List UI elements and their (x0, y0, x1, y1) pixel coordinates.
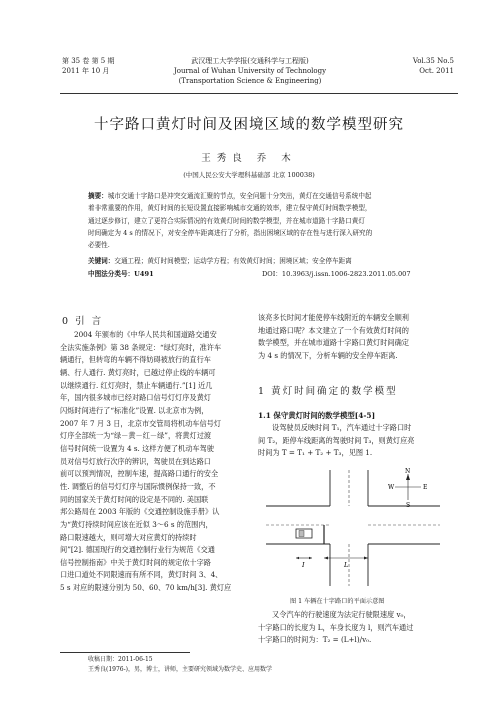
figure-caption: 图 1 车辆在十字路口的平面示意图 (290, 598, 385, 605)
right-column-sub (258, 422, 448, 460)
abstract-line: 着非常重要的作用，黄灯时间的长短设置直接影响城市交通的效率，建立保守黄灯时间数学模型， (88, 204, 372, 213)
body-line: 年，国内很多城市已经对路口信号灯灯序及黄灯 (60, 393, 211, 403)
length-l-label: L (344, 561, 349, 569)
body-line: 前可以预判情况，控制车速，提高路口通行的安全 (60, 469, 219, 479)
abstract-line: 时间确定为 4 s 的情况下，对安全停车距离进行了分析，指出困境区域的存在性与进行深入研究的 (88, 228, 373, 237)
body-line: 2004 年颁布的《中华人民共和国道路交通安 (74, 330, 217, 339)
received-date: 收稿日期：2011-06-15 (88, 656, 153, 663)
body-line: 2007 年 7 月 3 日，北京市交管局将机动车信号灯 (60, 418, 222, 428)
right-column-intro (258, 312, 448, 363)
body-line: 间 T₂，距停车线距离的驾驶时间 T₃，则黄灯应亮 (258, 435, 415, 445)
body-line: 为“黄灯持续时间应该在近似 3～6 s 的范围内， (60, 519, 213, 529)
body-line: 灯序全部统一为“绿－黄－红－绿”，将黄灯过渡 (60, 431, 212, 441)
left-column-body (60, 329, 245, 595)
compass-north-label: N (405, 468, 411, 475)
body-line: 邦公路局在 2003 年版的《交通控制设施手册》认 (60, 507, 220, 517)
body-line: 以继续通行. 红灯亮时，禁止车辆通行.”[1] 近几 (60, 380, 213, 390)
abstract-line: 必要性. (88, 241, 110, 250)
intersection-figure (258, 466, 450, 592)
compass-south-label: S (406, 502, 411, 509)
body-line: 全法实施条例》第 38 条规定：“绿灯亮时，准许车 (60, 342, 222, 352)
body-line: 性. 调整后的信号灯灯序与国际惯例保持一致，不 (60, 481, 216, 491)
body-line: 同的国家关于黄灯时间的设定是不同的. 美国联 (60, 494, 209, 504)
body-line: 该亮多长时间才能使停车线附近的车辆安全顺利 (258, 313, 409, 322)
body-line: 十字路口的长度为 L，车身长度为 l，则汽车通过 (258, 622, 414, 632)
footnote-rule (60, 652, 190, 653)
header-volume-line: 第 35 卷 第 5 期 (62, 57, 115, 65)
paper-title: 十字路口黄灯时间及困境区域的数学模型研究 (94, 117, 404, 133)
header-rule (60, 93, 458, 94)
section-intro-title: 0 引 言 (62, 316, 104, 327)
section-1-title: 1 黄灯时间确定的数学模型 (258, 386, 398, 397)
keywords-label: 关键词： (88, 257, 115, 265)
compass-east-label: E (423, 484, 428, 491)
abstract-line: 城市交通十字路口是冲突交通流汇聚的节点，安全问题十分突出，黄灯在交通信号系统中起 (107, 192, 372, 200)
subsection-1-1-title: 1.1 保守黄灯时间的数学模型[4-5] (258, 411, 376, 420)
body-line: 路口限速越大，则可增大对应黄灯的持续时 (60, 532, 197, 542)
body-line: 设驾驶员反映时间 T₁，汽车通过十字路口时 (272, 423, 412, 432)
compass-west-label: W (388, 484, 395, 491)
body-line: 辆、行人通行. 黄灯亮时，已越过停止线的车辆可 (60, 367, 216, 377)
keywords-text: 交通工程；黄灯时间模型；运动学方程；有效黄灯时间；困境区域；安全停车距离 (114, 257, 352, 265)
body-line: 口进口道处不同限速而有所不同，黄灯时间 3、4、 (60, 570, 223, 580)
header-volume (62, 56, 115, 76)
abstract (88, 190, 406, 251)
journal-name-cn: 武汉理工大学学报(交通科学与工程版) (191, 57, 309, 65)
header-journal (150, 56, 350, 86)
paper-authors: 王秀良 乔 木 (201, 153, 297, 164)
header-vol-en-line: Vol.35 No.5 (412, 57, 454, 65)
body-line: 5 s 对应的限速分别为 50、60、70 km/h[3]. 黄灯应 (60, 583, 232, 593)
abstract-label: 摘要： (88, 192, 108, 200)
clc-number: 中图法分类号：U491 (88, 270, 154, 278)
body-line: 闪烁时间进行了“标准化”设置. 以北京市为例， (60, 405, 209, 415)
body-line: 信号时间统一设置为 4 s. 这样方便了机动车驾驶 (60, 443, 214, 453)
length-car-label: I (302, 561, 305, 569)
abstract-line: 通过逐步修订，建立了更符合实际情况的有效黄灯时间的数学模型，并在城市道路十字路口黄灯 (88, 216, 365, 225)
doi: DOI：10.3963/j.issn.1006-2823.2011.05.007 (262, 270, 411, 278)
body-line: 时间为 T = T₁ + T₂ + T₃，见图 1. (258, 448, 373, 458)
body-line: 又令汽车的行驶速度为法定行驶限速度 v₀， (272, 610, 411, 619)
body-line: 数学模型，并在城市道路十字路口黄灯时间确定 (258, 338, 409, 348)
keywords (88, 255, 418, 267)
header-vol-en (404, 56, 454, 76)
author-info: 王秀良(1976-)，男，博士，讲师，主要研究领域为数学史、应用数学 (88, 666, 272, 673)
journal-subtitle-en: (Transportation Science & Engineering) (178, 77, 322, 85)
paper-affiliation: (中国人民公安大学理科基础部 北京 100038) (183, 171, 315, 179)
body-line: 员对信号灯放行次序的辨识，驾驶员在到达路口 (60, 456, 211, 466)
body-line: 间”[2]. 德国现行的交通控制行业行为规范《交通 (60, 545, 215, 555)
right-column-after (258, 609, 448, 647)
body-line: 信号控制指南》中关于黄灯时间的规定依十字路 (60, 557, 211, 567)
body-line: 十字路口的时间为：T₂ = (L+l)/v₀. (258, 635, 372, 645)
journal-name-en: Journal of Wuhan University of Technology (173, 67, 327, 75)
header-date-en-line: Oct. 2011 (419, 67, 454, 75)
header-date-line: 2011 年 10 月 (62, 67, 110, 75)
body-line: 辆通行，但转弯的车辆不得妨碍被放行的直行车 (60, 355, 211, 365)
footnote (88, 655, 272, 675)
body-line: 为 4 s 的情况下，分析车辆的安全停车距离. (258, 350, 398, 360)
body-line: 地通过路口呢？本文建立了一个有效黄灯时间的 (258, 325, 409, 335)
